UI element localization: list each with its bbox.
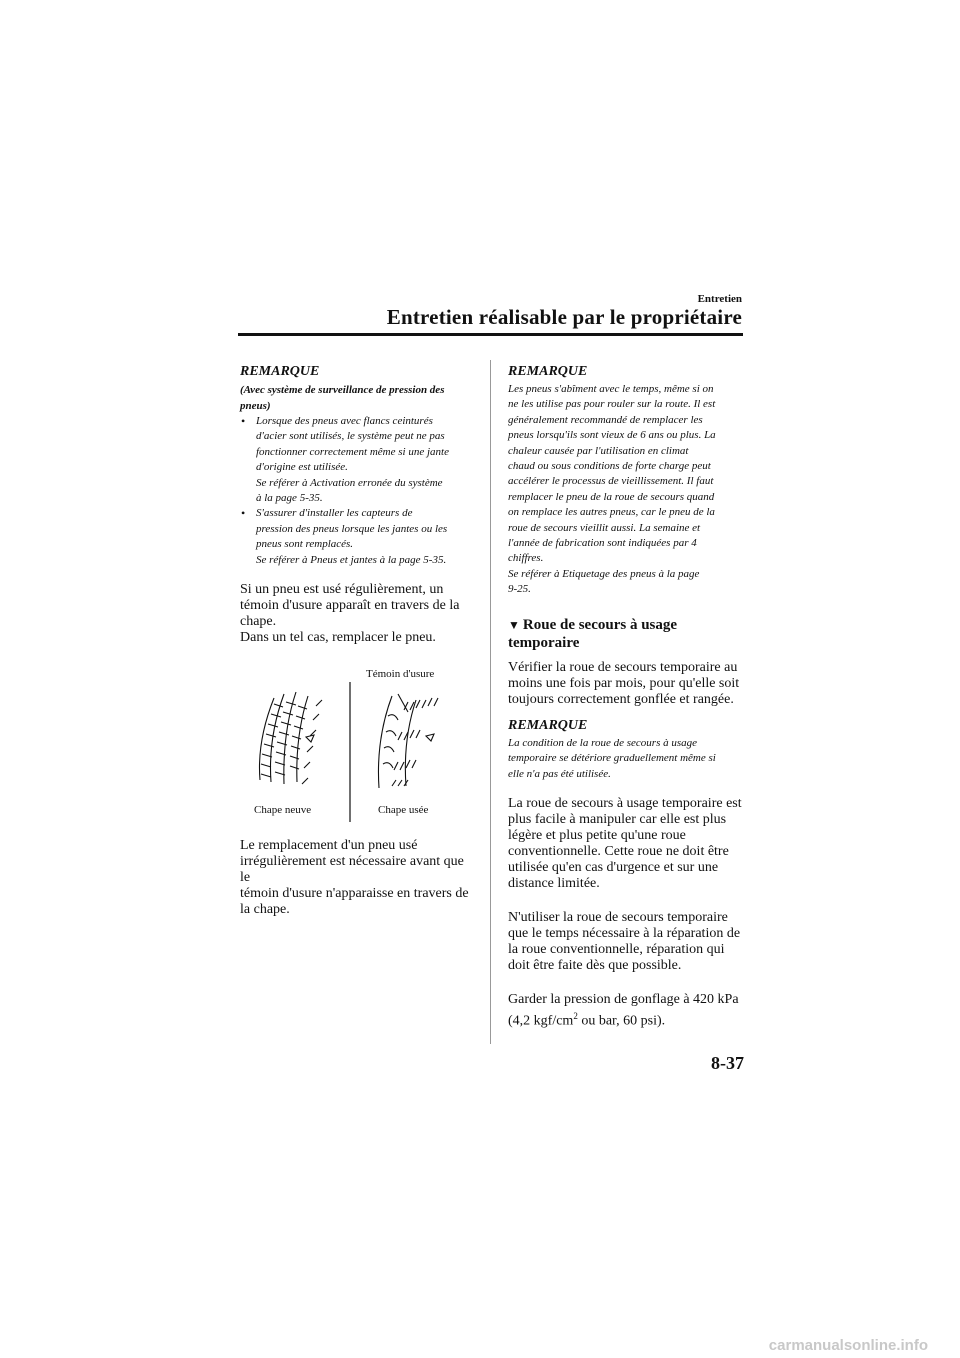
left-column [240, 364, 476, 918]
header-chapter: Entretien [697, 293, 742, 305]
new-tread-drawing [260, 692, 322, 784]
note-line: Se référer à Etiquetage des pneus à la page [508, 567, 700, 580]
text-line: N'utiliser la roue de secours temporaire [508, 909, 728, 925]
note-block-2 [508, 364, 746, 598]
text-line: légère et plus petite qu'une roue [508, 827, 686, 843]
note-line: accélérer le processus de vieillissement. Il faut [508, 475, 714, 488]
note-line: on remplace les autres pneus, car le pneu de la [508, 506, 715, 519]
bullet-line: fonctionner correctement même si une jante [256, 445, 449, 458]
text-line: témoin d'usure apparaît en travers de la [240, 598, 460, 614]
text-line: La roue de secours à usage temporaire est [508, 795, 742, 811]
text-line: Le remplacement d'un pneu usé [240, 838, 418, 854]
bullet-line: d'acier sont utilisés, le système peut ne pas [256, 430, 445, 443]
text-line: que le temps nécessaire à la réparation de [508, 925, 741, 941]
new-tread-label: Chape neuve [254, 804, 312, 817]
note-subtitle: (Avec système de surveillance de pression des pneus) [240, 384, 445, 412]
text-line: (4,2 kgf/cm [508, 1013, 574, 1029]
bullet-line: d'origine est utilisée. [256, 461, 348, 474]
note-line: chiffres. [508, 552, 544, 565]
note-line: Les pneus s'abîment avec le temps, même si on [508, 383, 714, 395]
note-text [508, 382, 746, 598]
column-divider [490, 360, 491, 1044]
note-title: REMARQUE [508, 717, 588, 733]
note-bullets [240, 414, 476, 568]
note-title: REMARQUE [508, 364, 588, 379]
bullet-line: pression des pneus lorsque les jantes ou les [256, 522, 448, 535]
note-line: chaleur causée par l'utilisation en climat [508, 444, 689, 457]
text-line: irrégulièrement est nécessaire avant que le [240, 854, 464, 886]
note-line: remplacer le pneu de la roue de secours quand [508, 490, 715, 503]
worn-tread-label: Chape usée [378, 804, 429, 817]
text-line: doit être faite dès que possible. [508, 957, 682, 973]
bullet-line: à la page 5-35. [256, 492, 323, 505]
text-line: Dans un tel cas, remplacer le pneu. [240, 630, 436, 646]
paragraph-pressure [508, 992, 746, 1030]
paragraph [240, 582, 476, 646]
page-title: Entretien réalisable par le propriétaire [386, 305, 742, 329]
text-line: Vérifier la roue de secours temporaire au [508, 659, 738, 675]
header-rule [238, 333, 743, 336]
triangle-down-icon: ▼ [508, 617, 520, 632]
text-line: témoin d'usure n'apparaisse en travers de [240, 886, 469, 902]
text-line: conventionnelle. Cette roue ne doit être [508, 843, 729, 859]
note-title: REMARQUE [240, 364, 320, 379]
note-line: l'année de fabrication sont indiquées par 4 [508, 537, 697, 550]
tread-illustration [240, 656, 476, 824]
note-line: chaud ou sous conditions de forte charge peut [508, 460, 711, 473]
text-line: chape. [240, 614, 277, 630]
note-block-3 [508, 718, 746, 782]
paragraph [240, 838, 476, 918]
note-line: elle n'a pas été utilisée. [508, 767, 611, 780]
bullet-line: • S'assurer d'installer les capteurs de [256, 507, 413, 520]
note-line: pneus lorsqu'ils sont vieux de 6 ans ou plus. La [508, 429, 716, 442]
note-line: ne les utilise pas pour rouler sur la route. Il est [508, 398, 716, 411]
section-heading [508, 616, 746, 652]
text-line: utilisée qu'en cas d'urgence et sur une [508, 859, 719, 875]
superscript: 2 [573, 1010, 578, 1021]
wear-indicator-label: Témoin d'usure [366, 668, 435, 681]
note-line: temporaire se détériore graduellement même si [508, 752, 716, 765]
tread-wear-figure [240, 656, 476, 824]
bullet-line: Se référer à Pneus et jantes à la page 5-35. [256, 553, 447, 566]
text-line: Si un pneu est usé régulièrement, un [240, 582, 444, 598]
bullet-line: pneus sont remplacés. [256, 538, 354, 551]
worn-tread-drawing [378, 694, 438, 788]
note-line: roue de secours vieillit aussi. La semaine et [508, 521, 701, 534]
bullet-item [240, 414, 476, 506]
text-line: plus facile à manipuler car elle est plus [508, 811, 727, 827]
text-line: la chape. [240, 902, 290, 918]
text-line: ou bar, 60 psi). [577, 1013, 666, 1029]
paragraph [508, 796, 746, 892]
bullet-line: • Lorsque des pneus avec flancs ceinturés [256, 415, 433, 427]
note-line: généralement recommandé de remplacer les [508, 413, 703, 426]
text-line: la roue conventionnelle, réparation qui [508, 941, 725, 957]
note-block-1 [240, 364, 476, 568]
right-column [508, 364, 746, 1030]
note-line: 9-25. [508, 583, 531, 596]
bullet-line: Se référer à Activation erronée du système [256, 476, 443, 489]
text-line: Garder la pression de gonflage à 420 kPa [508, 991, 739, 1007]
section-title: Roue de secours à usage temporaire [508, 616, 678, 651]
paragraph [508, 660, 746, 708]
watermark: carmanualsonline.info [768, 1337, 928, 1354]
bullet-item [240, 506, 476, 568]
text-line: moins une fois par mois, pour qu'elle soit [508, 675, 740, 691]
note-text [508, 736, 746, 782]
note-line: La condition de la roue de secours à usage [508, 736, 698, 749]
paragraph [508, 910, 746, 974]
text-line: distance limitée. [508, 875, 600, 891]
text-line: toujours correctement gonflée et rangée. [508, 691, 734, 707]
page-number: 8-37 [711, 1053, 744, 1073]
